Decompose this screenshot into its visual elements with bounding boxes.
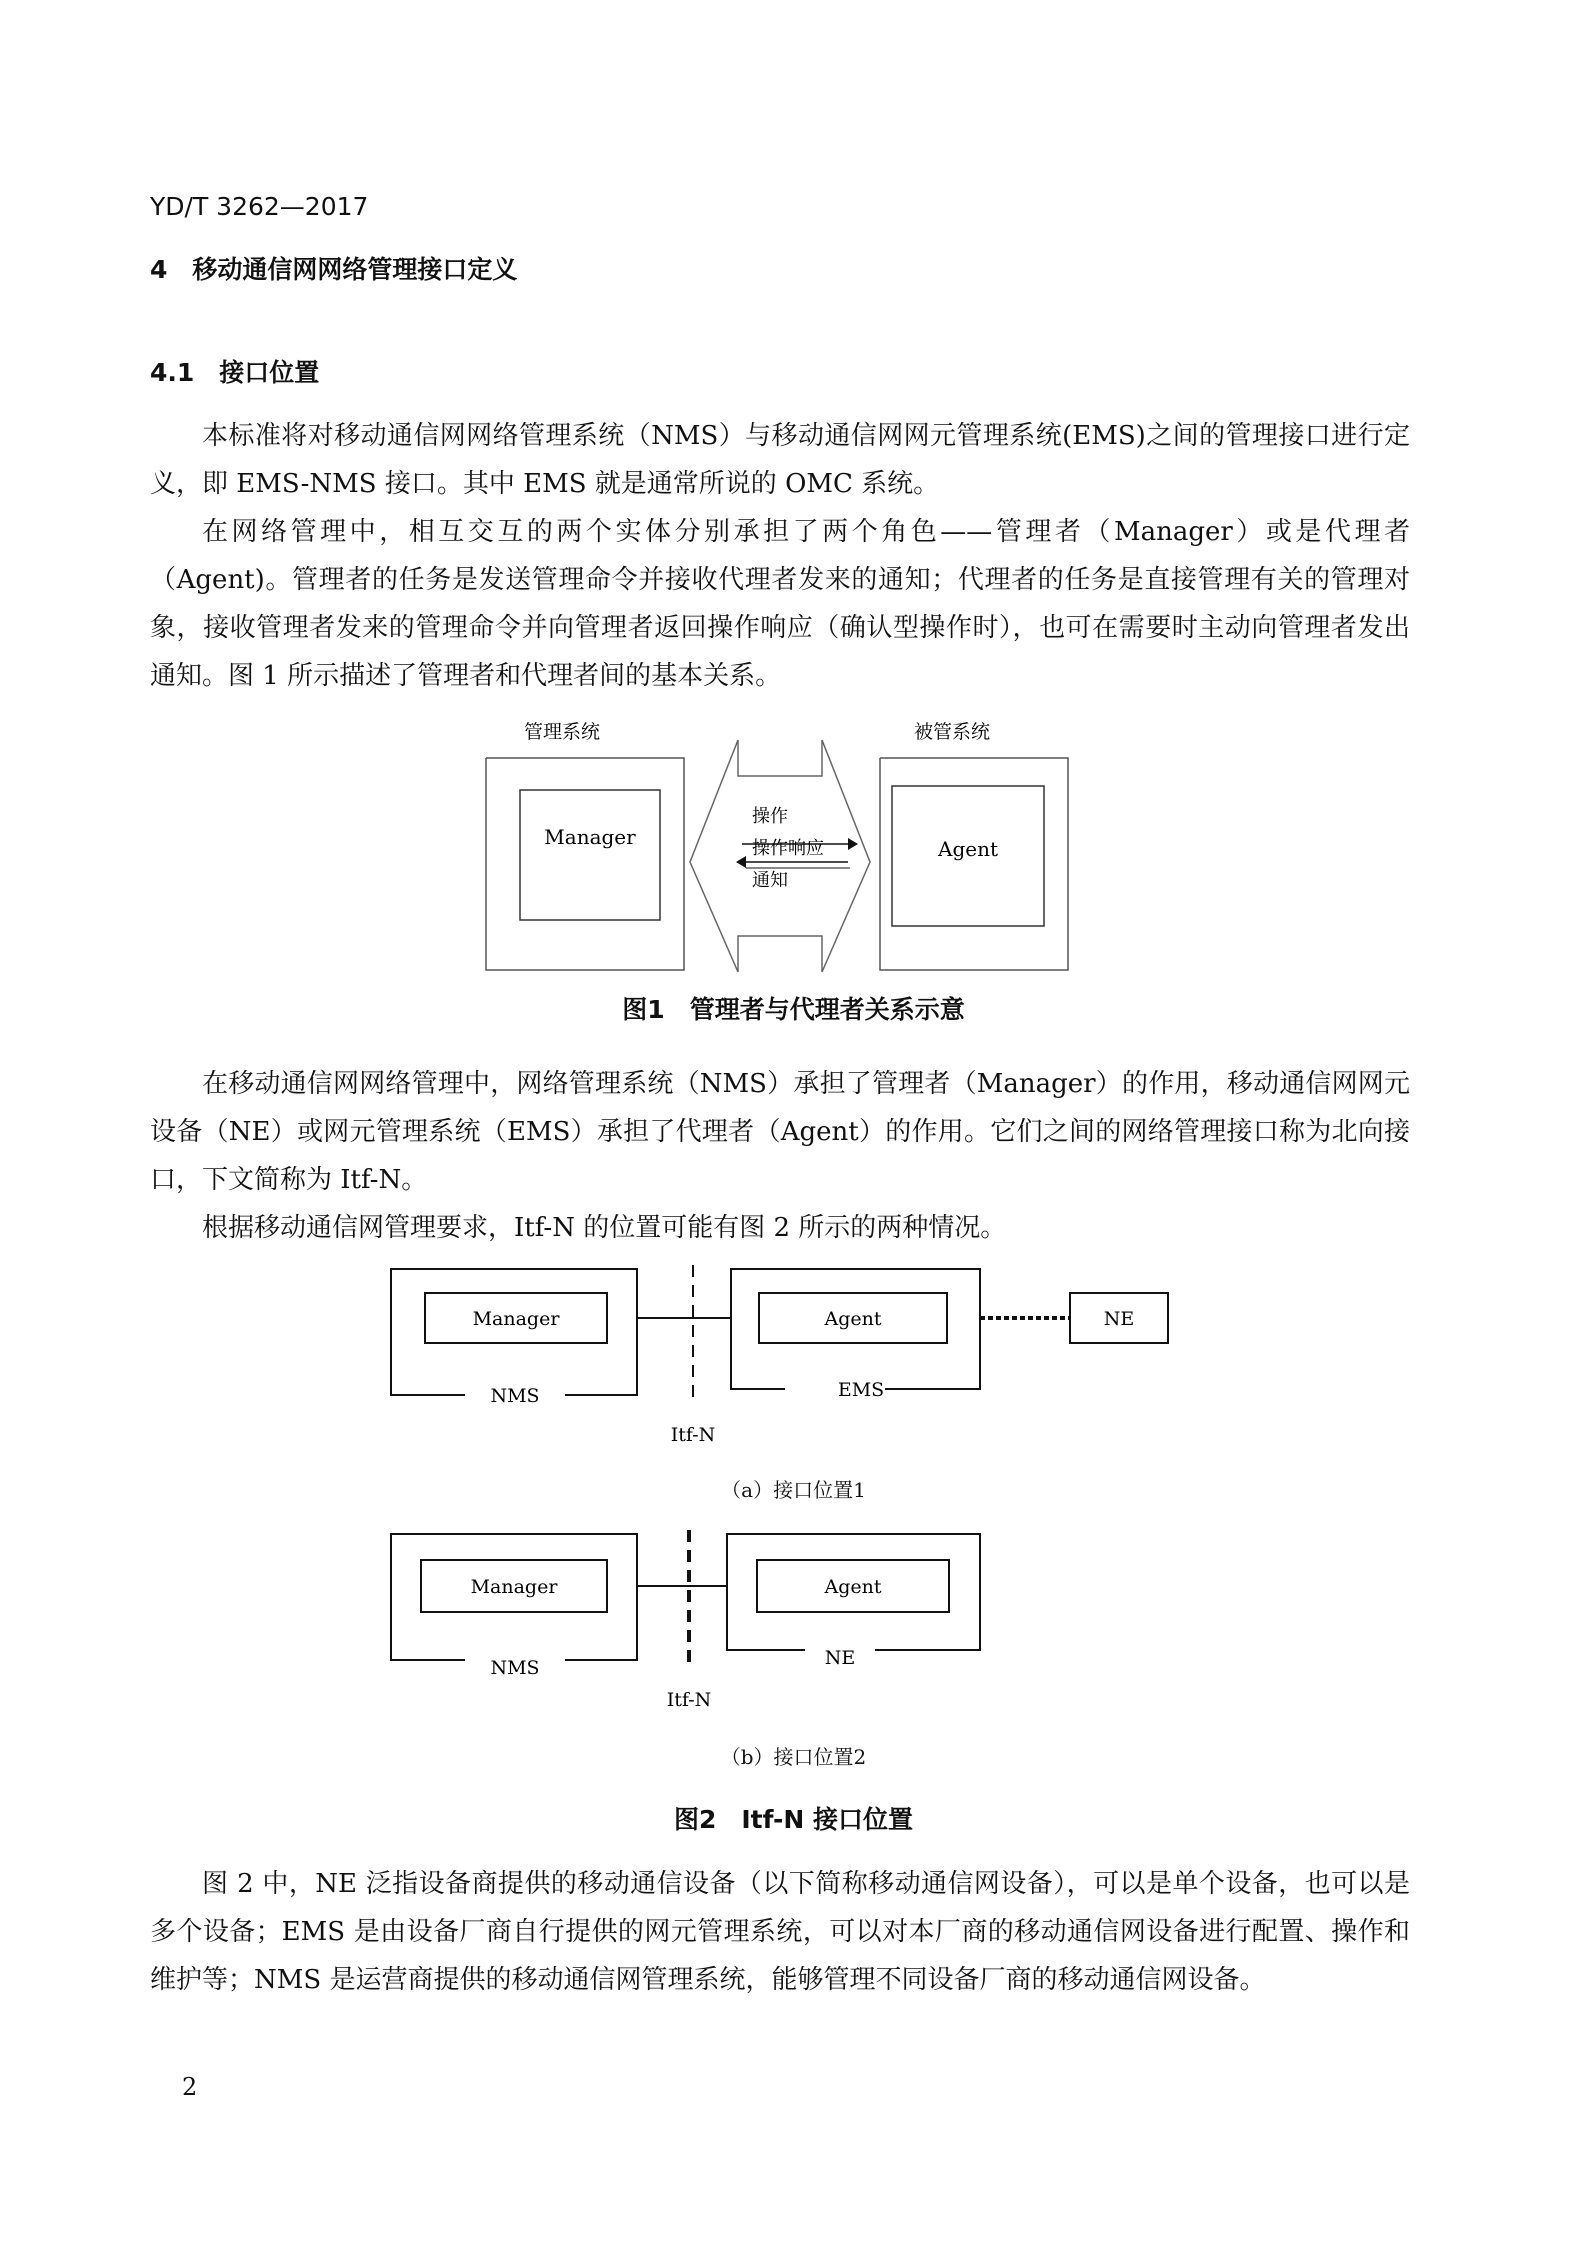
manager-label: Manager	[544, 825, 636, 849]
paragraph-1: 本标准将对移动通信网网络管理系统（NMS）与移动通信网网元管理系统(EMS)之间的管理接口进行定义，即 EMS-NMS 接口。其中 EMS 就是通常所说的 OMC 系统。	[150, 421, 1410, 499]
managed-system-box	[880, 758, 1068, 970]
section-4-1-heading: 4.1 接口位置	[150, 358, 320, 387]
figure-2a-diagram	[385, 1265, 1185, 1465]
figure-2a-caption: （a）接口位置1	[721, 1478, 866, 1502]
notification-label: 通知	[752, 870, 788, 891]
standard-code: YD/T 3262—2017	[150, 192, 369, 221]
page-number: 2	[182, 2073, 198, 2101]
nms-box	[391, 1269, 637, 1395]
figure-2b-caption: （b）接口位置2	[720, 1745, 867, 1769]
itf-n-label: Itf-N	[666, 1689, 712, 1711]
figure-1-caption: 图1 管理者与代理者关系示意	[622, 995, 965, 1024]
agent-label: Agent	[824, 1308, 882, 1330]
figure-2-caption: 图2 Itf-N 接口位置	[673, 1805, 914, 1834]
managed-system-label: 被管系统	[914, 721, 991, 743]
nms-label: NMS	[490, 1657, 540, 1679]
ems-label: EMS	[837, 1379, 885, 1401]
figure-2b-diagram	[385, 1530, 1185, 1730]
paragraph-5: 图 2 中，NE 泛指设备商提供的移动通信设备（以下简称移动通信网设备），可以是单个设备，也可以是多个设备；EMS 是由设备厂商自行提供的网元管理系统，可以对本厂商的移动通信网设备进行配置、操作和维护等；NMS 是运营商提供的移动通信网管理系统，能够管理不同设备厂商的移动通信网设备。	[150, 1869, 1410, 1995]
ne-label: NE	[824, 1647, 856, 1669]
paragraph-4: 根据移动通信网管理要求，Itf-N 的位置可能有图 2 所示的两种情况。	[202, 1213, 1007, 1243]
manager-label: Manager	[472, 1308, 560, 1330]
section-4-heading: 4 移动通信网网络管理接口定义	[150, 255, 518, 284]
operation-label: 操作	[752, 806, 788, 827]
itf-n-label: Itf-N	[670, 1424, 716, 1446]
manager-box	[520, 790, 660, 920]
agent-label: Agent	[938, 837, 998, 861]
figure-1-diagram	[480, 710, 1080, 980]
ne-label: NE	[1103, 1308, 1135, 1330]
managing-system-label: 管理系统	[524, 721, 601, 743]
paragraph-3: 在移动通信网网络管理中，网络管理系统（NMS）承担了管理者（Manager）的作用，移动通信网网元设备（NE）或网元管理系统（EMS）承担了代理者（Agent）的作用。它们之间的网络管理接口称为北向接口，下文简称为 Itf-N。	[150, 1069, 1410, 1195]
manager-label: Manager	[470, 1576, 558, 1598]
agent-label: Agent	[824, 1576, 882, 1598]
paragraph-2: 在网络管理中，相互交互的两个实体分别承担了两个角色——管理者（Manager）或是代理者（Agent)。管理者的任务是发送管理命令并接收代理者发来的通知；代理者的任务是直接管理有关的管理对象，接收管理者发来的管理命令并向管理者返回操作响应（确认型操作时），也可在需要时主动向管理者发出通知。图 1 所示描述了管理者和代理者间的基本关系。	[150, 517, 1410, 691]
nms-label: NMS	[490, 1385, 540, 1407]
operation-response-label: 操作响应	[752, 838, 824, 859]
